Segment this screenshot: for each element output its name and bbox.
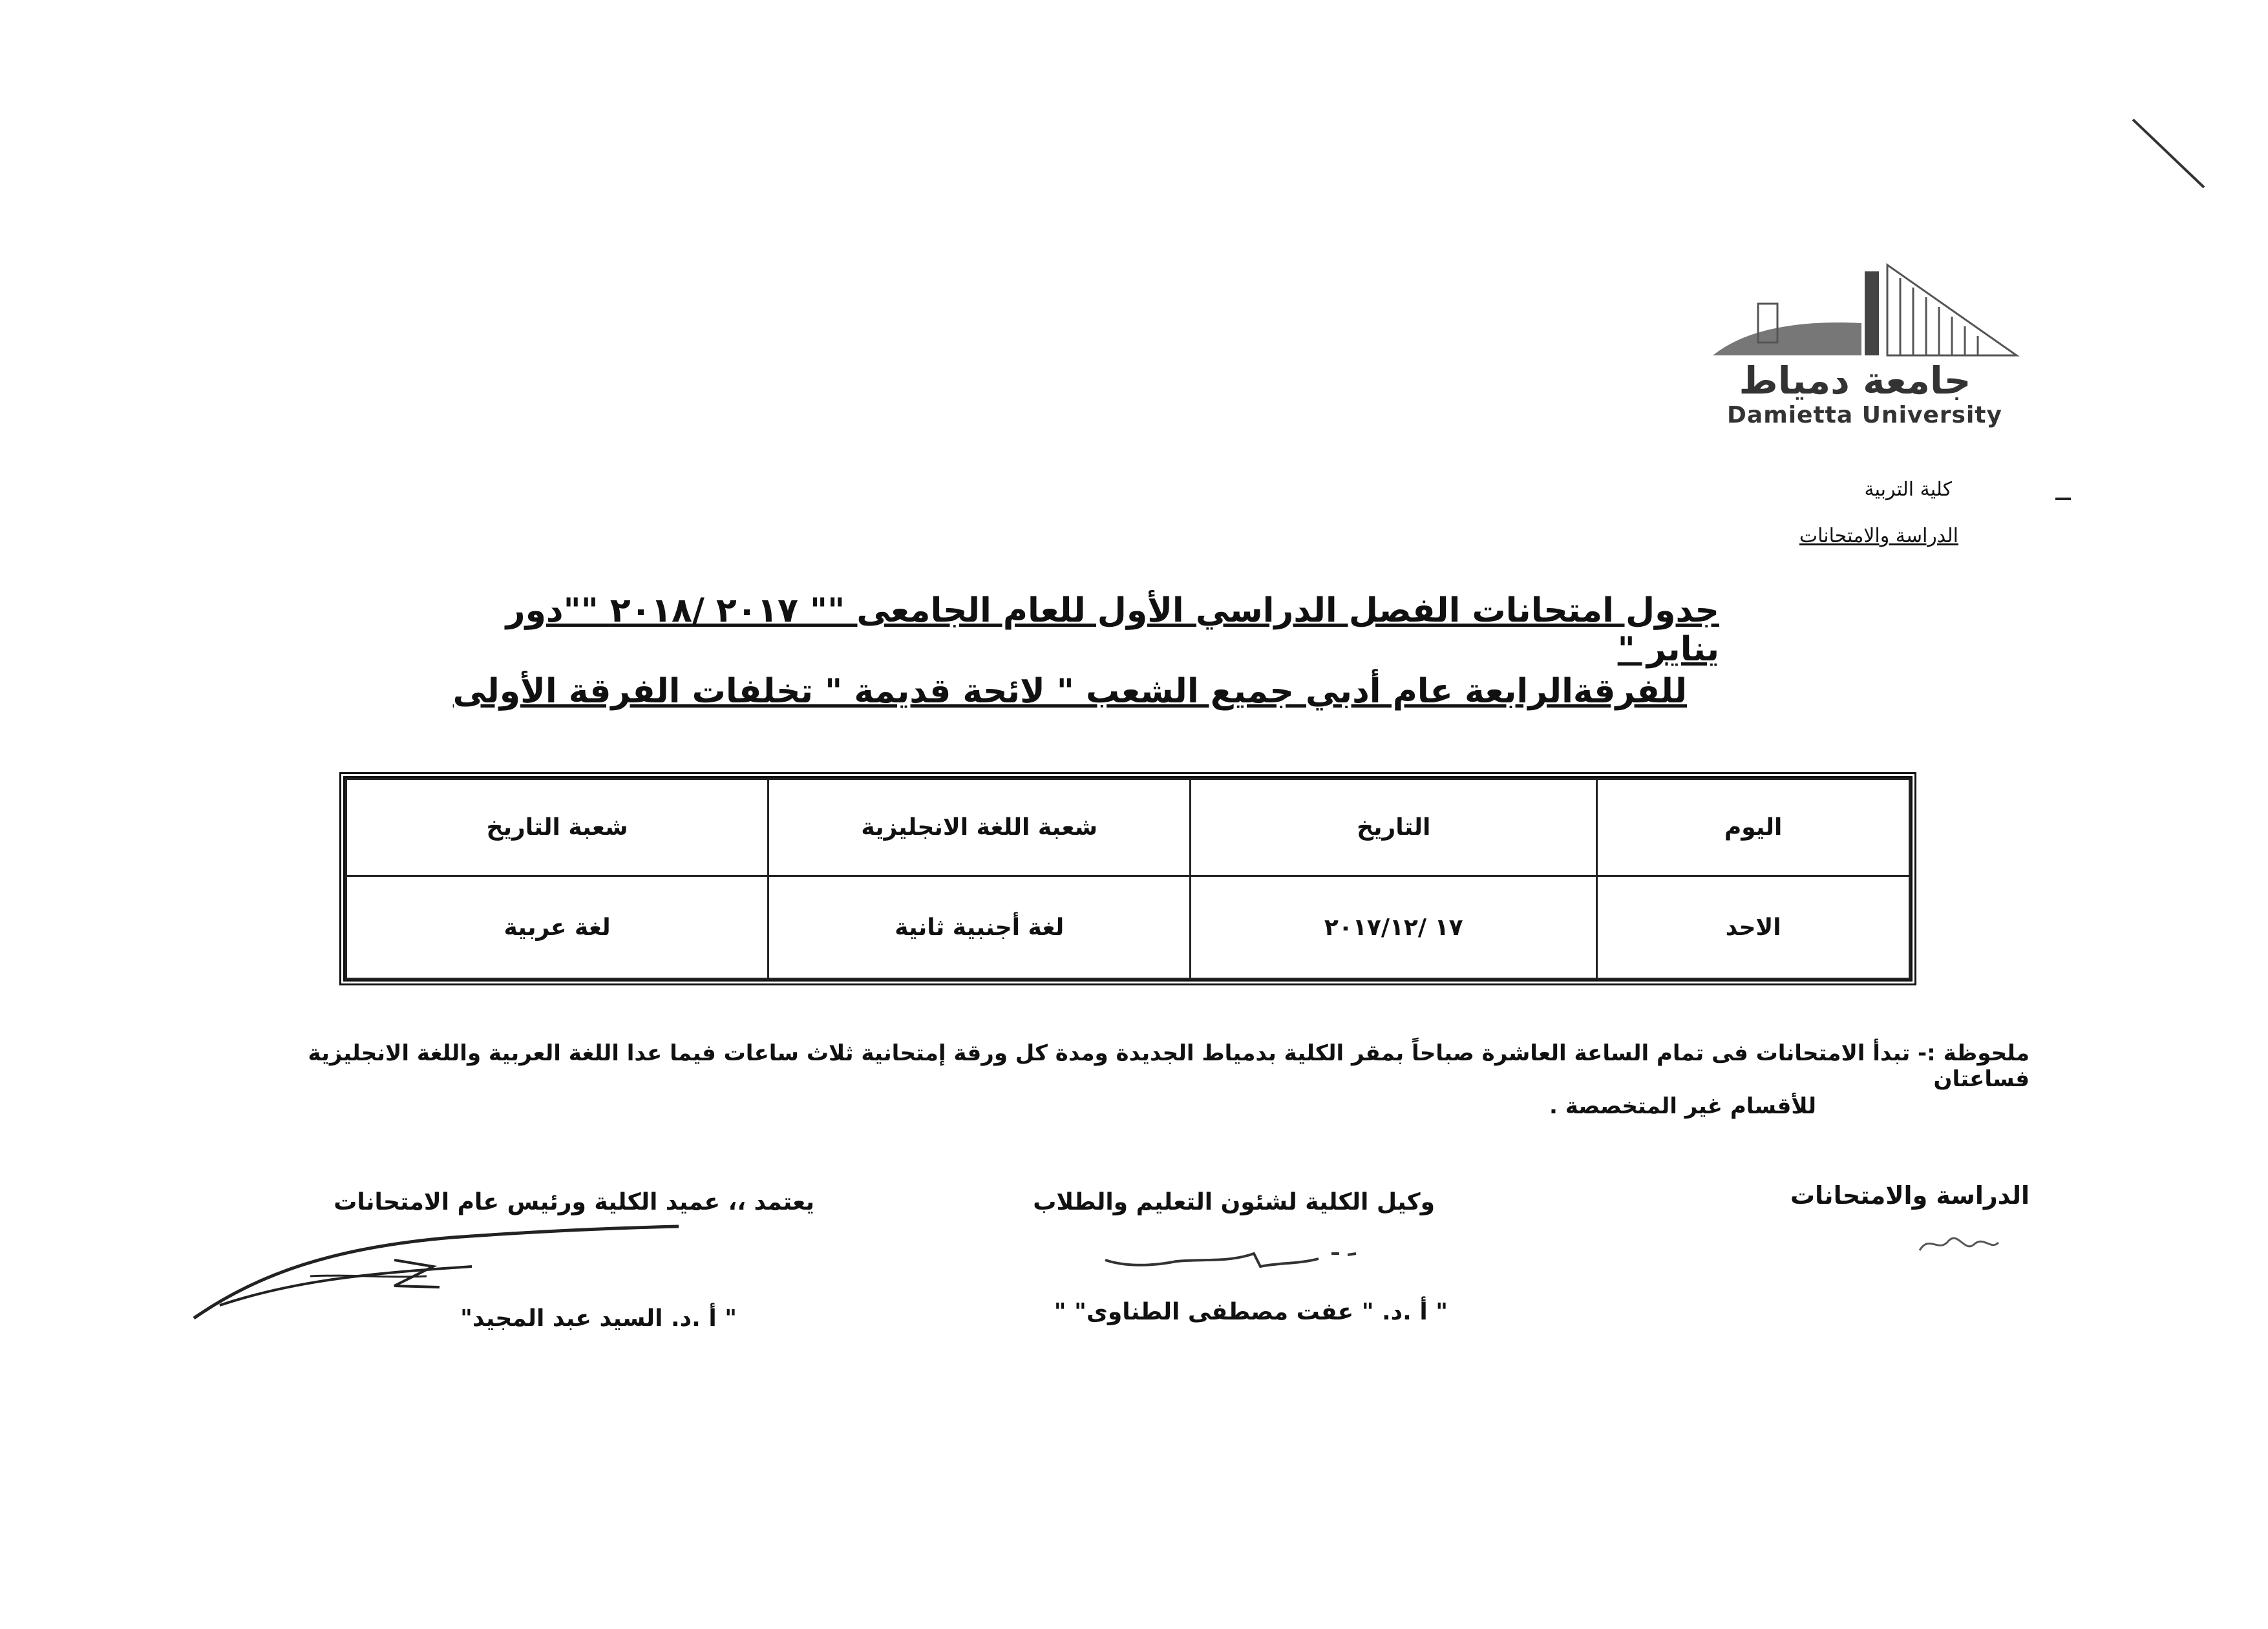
signature-vice-dean-title: وكيل الكلية لشئون التعليم والطلاب [1033,1189,1435,1215]
vice-dean-signature [1099,1241,1370,1286]
page-title-line-1: جدول امتحانات الفصل الدراسي الأول للعام الجامعى "" ٢٠١٧ /٢٠١٨ ""دور يناير " [505,591,1719,669]
column-header-history-division: شعبة التاريخ [346,779,768,876]
column-header-date: التاريخ [1191,779,1597,876]
signature-vice-dean-name: " أ .د. " عفت مصطفى الطناوى" " [1054,1299,1448,1325]
cell-history-subject: لغة عربية [346,876,768,979]
faculty-name: كلية التربية [1864,478,1952,501]
note-line-1: ملحوظة :- تبدأ الامتحانات فى تمام الساعة العاشرة صباحاً بمقر الكلية بدمياط الجديدة ومدة كل ورقة إمتحانية ثلاث ساعات فيما عدا اللغة العربية واللغة الانجليزية فساعتان [308,1040,2030,1092]
exam-schedule-table [339,772,1916,985]
page-title-line-2: للفرقةالرابعة عام أدبي جميع الشعب " لائحة قديمة " تخلفات الفرقة الأولى [452,672,1687,711]
table-header-row [346,779,1910,876]
signature-dean-name: " أ .د. السيد عبد المجيد" [460,1305,737,1332]
signature-exams-office-title: الدراسة والامتحانات [1790,1181,2030,1210]
pen-mark [2126,110,2223,200]
column-header-english-division: شعبة اللغة الانجليزية [768,779,1191,876]
logo-arabic-text: جامعة دمياط [1739,359,1971,403]
column-header-day: اليوم [1597,779,1910,876]
cell-english-subject: لغة أجنبية ثانية [768,876,1191,979]
cell-date: ١٧ /٢٠١٧/١٢ [1191,876,1597,979]
initials-signature [1913,1224,2004,1263]
department-name: الدراسة والامتحانات [1799,525,1958,547]
table-row [346,876,1910,979]
note-line-2: للأقسام غير المتخصصة . [1549,1093,1816,1119]
signature-dean-title: يعتمد ،، عميد الكلية ورئيس عام الامتحانات [334,1189,814,1215]
margin-mark [2055,498,2071,500]
cell-day: الاحد [1597,876,1910,979]
logo-english-text: Damietta University [1727,402,2002,428]
